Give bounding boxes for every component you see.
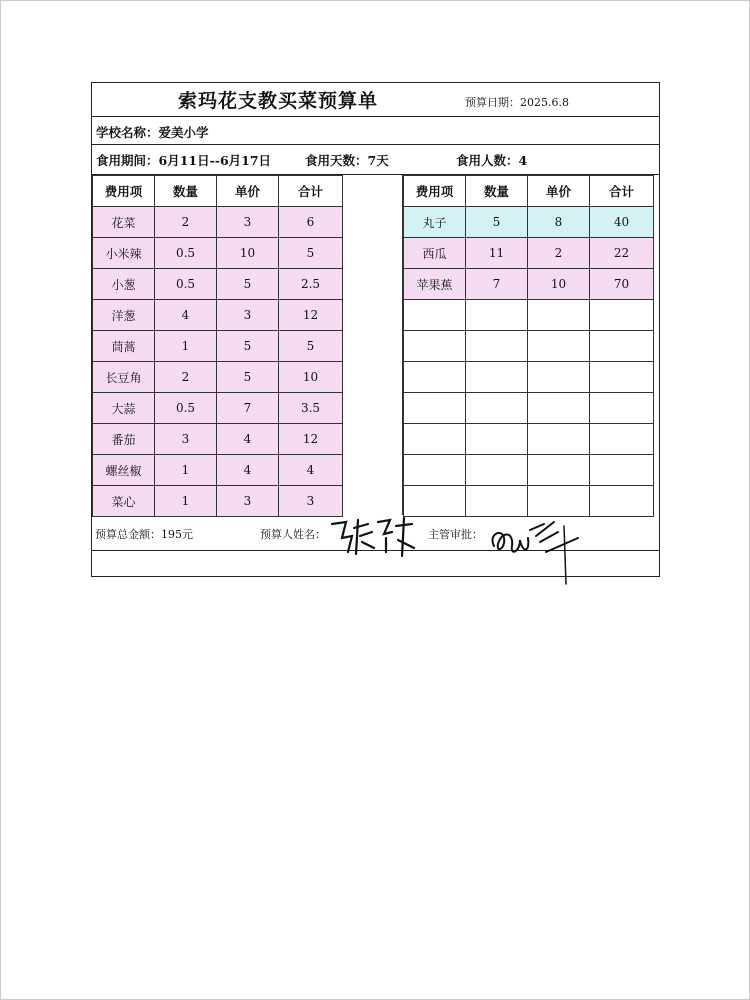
item-row (93, 331, 343, 362)
item-price-cell: 3 (217, 486, 279, 517)
title-row (92, 83, 659, 117)
item-qty-cell (466, 300, 528, 331)
meal-period: 食用期间：6月11日--6月17日 (96, 153, 272, 168)
budgeter-label: 预算人姓名： (260, 528, 326, 541)
item-total-cell (590, 331, 654, 362)
item-name-cell: 小葱 (93, 269, 155, 300)
item-name-cell: 西瓜 (404, 238, 466, 269)
item-row (93, 269, 343, 300)
item-qty-cell: 1 (155, 331, 217, 362)
item-price-cell: 8 (528, 207, 590, 238)
item-row (93, 424, 343, 455)
item-qty-cell: 4 (155, 300, 217, 331)
item-total-cell (590, 362, 654, 393)
item-row (93, 486, 343, 517)
item-qty-cell: 11 (466, 238, 528, 269)
item-total-cell: 22 (590, 238, 654, 269)
item-price-cell (528, 393, 590, 424)
item-price-cell (528, 362, 590, 393)
item-total-cell: 2.5 (279, 269, 343, 300)
meal-days: 食用天数：7天 (305, 153, 389, 168)
item-row (404, 393, 654, 424)
item-total-cell (590, 455, 654, 486)
item-name-cell (404, 455, 466, 486)
item-qty-cell: 3 (155, 424, 217, 455)
item-row (404, 300, 654, 331)
item-name-cell: 大蒜 (93, 393, 155, 424)
item-name-cell: 小米辣 (93, 238, 155, 269)
item-name-cell: 茼蒿 (93, 331, 155, 362)
item-row (93, 238, 343, 269)
item-price-cell (528, 424, 590, 455)
item-price-cell: 7 (217, 393, 279, 424)
item-price-cell (528, 300, 590, 331)
item-total-cell (590, 393, 654, 424)
item-name-cell (404, 362, 466, 393)
item-row (404, 238, 654, 269)
item-row (404, 269, 654, 300)
item-price-cell: 5 (217, 269, 279, 300)
column-header: 数量 (155, 176, 217, 207)
item-price-cell: 10 (528, 269, 590, 300)
form-title: 索玛花支教买菜预算单 (178, 90, 379, 112)
item-name-cell (404, 393, 466, 424)
item-qty-cell: 5 (466, 207, 528, 238)
item-total-cell: 10 (279, 362, 343, 393)
approver-label: 主管审批： (428, 528, 483, 541)
item-total-cell: 40 (590, 207, 654, 238)
item-qty-cell (466, 362, 528, 393)
item-total-cell: 6 (279, 207, 343, 238)
item-row (93, 393, 343, 424)
item-name-cell (404, 300, 466, 331)
item-name-cell: 番茄 (93, 424, 155, 455)
school-name: 学校名称：爱美小学 (96, 125, 209, 140)
item-total-cell: 5 (279, 331, 343, 362)
item-qty-cell (466, 455, 528, 486)
item-qty-cell (466, 393, 528, 424)
item-row (93, 300, 343, 331)
item-qty-cell: 1 (155, 486, 217, 517)
item-name-cell: 长豆角 (93, 362, 155, 393)
item-total-cell: 12 (279, 424, 343, 455)
item-row (404, 362, 654, 393)
table-divider (342, 175, 403, 515)
item-name-cell (404, 424, 466, 455)
item-name-cell: 丸子 (404, 207, 466, 238)
budget-date: 预算日期：2025.6.8 (465, 96, 569, 109)
budget-form (91, 82, 660, 577)
item-price-cell: 4 (217, 424, 279, 455)
column-header: 合计 (279, 176, 343, 207)
item-price-cell (528, 455, 590, 486)
item-qty-cell: 2 (155, 362, 217, 393)
item-row (404, 455, 654, 486)
item-price-cell (528, 331, 590, 362)
item-qty-cell: 0.5 (155, 269, 217, 300)
item-qty-cell: 1 (155, 455, 217, 486)
period-row (92, 145, 659, 175)
item-name-cell (404, 331, 466, 362)
item-row (93, 455, 343, 486)
total-amount: 预算总金额：195元 (95, 528, 193, 541)
item-qty-cell (466, 424, 528, 455)
item-total-cell (590, 300, 654, 331)
table-header-row (93, 176, 343, 207)
right-items-table (403, 175, 654, 517)
budgeter-signature (328, 512, 418, 562)
item-total-cell: 5 (279, 238, 343, 269)
item-total-cell: 4 (279, 455, 343, 486)
school-row (92, 117, 659, 145)
item-name-cell: 花菜 (93, 207, 155, 238)
item-row (93, 207, 343, 238)
item-qty-cell: 7 (466, 269, 528, 300)
item-name-cell: 菜心 (93, 486, 155, 517)
item-total-cell: 12 (279, 300, 343, 331)
item-qty-cell (466, 331, 528, 362)
item-qty-cell: 0.5 (155, 393, 217, 424)
item-name-cell: 洋葱 (93, 300, 155, 331)
meal-people: 食用人数：4 (456, 153, 528, 168)
item-price-cell: 4 (217, 455, 279, 486)
item-price-cell: 3 (217, 300, 279, 331)
item-total-cell: 3 (279, 486, 343, 517)
column-header: 费用项 (404, 176, 466, 207)
table-header-row (404, 176, 654, 207)
item-name-cell: 苹果蕉 (404, 269, 466, 300)
item-row (93, 362, 343, 393)
approver-signature (486, 512, 586, 587)
column-header: 费用项 (93, 176, 155, 207)
column-header: 单价 (528, 176, 590, 207)
item-row (404, 424, 654, 455)
column-header: 单价 (217, 176, 279, 207)
item-price-cell: 5 (217, 362, 279, 393)
item-total-cell (590, 424, 654, 455)
item-total-cell (590, 486, 654, 517)
item-total-cell: 3.5 (279, 393, 343, 424)
item-total-cell: 70 (590, 269, 654, 300)
item-price-cell: 3 (217, 207, 279, 238)
left-items-table (92, 175, 343, 517)
column-header: 数量 (466, 176, 528, 207)
item-qty-cell: 0.5 (155, 238, 217, 269)
column-header: 合计 (590, 176, 654, 207)
item-price-cell: 2 (528, 238, 590, 269)
item-row (404, 331, 654, 362)
item-row (404, 207, 654, 238)
item-name-cell: 螺丝椒 (93, 455, 155, 486)
item-price-cell: 5 (217, 331, 279, 362)
item-qty-cell: 2 (155, 207, 217, 238)
item-price-cell: 10 (217, 238, 279, 269)
